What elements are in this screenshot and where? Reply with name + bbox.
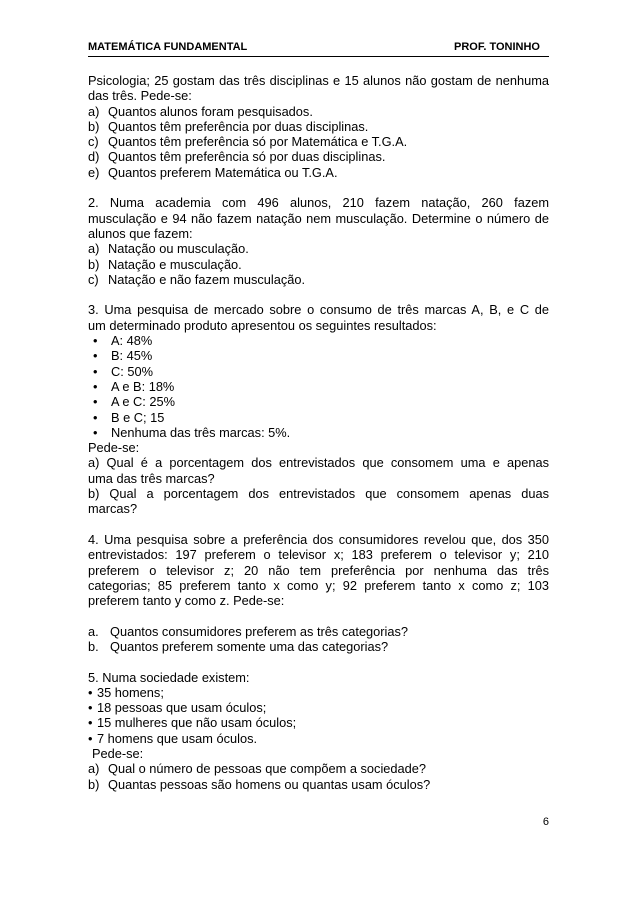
pede-se-label: Pede-se: <box>88 440 140 456</box>
list-item <box>88 165 549 180</box>
bullet-item <box>88 379 549 394</box>
bullet-item <box>88 715 549 730</box>
bullet-item <box>88 394 549 409</box>
page-header <box>88 39 549 57</box>
list-item-text: Natação ou musculação. <box>108 241 249 257</box>
list-item <box>88 134 549 149</box>
paragraph-line: 3. Uma pesquisa de mercado sobre o consumo de três marcas A, B, e C de <box>88 302 549 318</box>
list-item <box>88 257 549 272</box>
list-item-text: Quantos preferem somente uma das categorias? <box>110 638 389 654</box>
bullet-marker: • <box>93 394 98 410</box>
list-item-text: Quantos têm preferência só por duas disciplinas. <box>108 149 386 165</box>
bullet-text: A e C: 25% <box>111 394 176 410</box>
list-item-text: Quantas pessoas são homens ou quantas usam óculos? <box>108 776 431 792</box>
bullet-item <box>88 348 549 363</box>
bullet-text: 15 mulheres que não usam óculos; <box>97 715 297 731</box>
question-5 <box>88 670 549 792</box>
paragraph-line: alunos que fazem: <box>88 225 193 241</box>
bullet-marker: • <box>93 363 98 379</box>
paragraph-line: um determinado produto apresentou os seguintes resultados: <box>88 317 437 333</box>
results-list <box>88 333 549 440</box>
question-4 <box>88 532 549 654</box>
list-marker: b. <box>88 638 99 654</box>
list-marker: a) <box>88 761 100 777</box>
list-item <box>88 119 549 134</box>
bullet-item <box>88 731 549 746</box>
list-item <box>88 104 549 119</box>
paragraph-line: 2. Numa academia com 496 alunos, 210 fazem natação, 260 fazem <box>88 195 549 211</box>
paragraph-line: preferem o televisor z; 20 não tem preferência por nenhuma das três <box>88 562 549 578</box>
list-item <box>88 777 549 792</box>
list-item-text: Natação e musculação. <box>108 256 242 272</box>
list-item <box>88 639 549 654</box>
bullet-text: A e B: 18% <box>111 378 175 394</box>
list-item-text: Quantos consumidores preferem as três categorias? <box>110 623 409 639</box>
paragraph-line: preferem tanto y como z. Pede-se: <box>88 593 285 609</box>
list-item-text: Quantos alunos foram pesquisados. <box>108 103 313 119</box>
bullet-item <box>88 425 549 440</box>
list-marker: c) <box>88 134 99 150</box>
list-marker: a) <box>88 241 100 257</box>
bullet-marker: • <box>93 333 98 349</box>
paragraph-line: entrevistados: 197 preferem o televisor x; 183 preferem o televisor y; 210 <box>88 547 549 563</box>
pede-se-label: Pede-se: <box>92 746 144 762</box>
page-number: 6 <box>542 816 549 828</box>
bullet-marker: • <box>93 348 98 364</box>
paragraph-line: 5. Numa sociedade existem: <box>88 669 250 685</box>
list-marker: a) <box>88 103 100 119</box>
question-3 <box>88 302 549 516</box>
bullet-item <box>88 364 549 379</box>
list-item-text: Quantos preferem Matemática ou T.G.A. <box>108 164 338 180</box>
bullet-text: 7 homens que usam óculos. <box>97 730 258 746</box>
course-title: MATEMÁTICA FUNDAMENTAL <box>88 41 248 53</box>
bullet-marker: • <box>93 378 98 394</box>
list-item <box>88 241 549 256</box>
list-marker: c) <box>88 271 99 287</box>
question-line: b) Qual a porcentagem dos entrevistados que consomem apenas duas <box>88 486 549 502</box>
question-line: uma das três marcas? <box>88 470 215 486</box>
teacher-name: PROF. TONINHO <box>454 41 540 53</box>
list-marker: d) <box>88 149 100 165</box>
bullet-text: B e C; 15 <box>111 409 165 425</box>
bullet-item <box>88 410 549 425</box>
bullet-marker: • <box>88 730 93 746</box>
bullet-text: A: 48% <box>111 333 153 349</box>
bullet-text: Nenhuma das três marcas: 5%. <box>111 424 291 440</box>
sub-questions <box>88 624 549 655</box>
bullet-text: B: 45% <box>111 348 153 364</box>
list-item <box>88 149 549 164</box>
bullet-item <box>88 685 549 700</box>
question-2 <box>88 195 549 287</box>
list-marker: e) <box>88 164 100 180</box>
bullet-marker: • <box>93 409 98 425</box>
bullet-text: C: 50% <box>111 363 153 379</box>
bullet-text: 35 homens; <box>97 684 164 700</box>
question-line: marcas? <box>88 501 138 517</box>
page-body <box>88 73 549 792</box>
list-item <box>88 761 549 776</box>
bullet-marker: • <box>88 715 93 731</box>
paragraph-line: das três. Pede-se: <box>88 88 192 104</box>
bullet-marker: • <box>88 700 93 716</box>
paragraph-line: musculação e 94 não fazem natação nem musculação. Determine o número de <box>88 210 549 226</box>
bullet-item <box>88 700 549 715</box>
list-item-text: Natação e não fazem musculação. <box>108 271 306 287</box>
list-item <box>88 624 549 639</box>
question-line: a) Qual é a porcentagem dos entrevistados que consomem uma e apenas <box>88 455 549 471</box>
list-item <box>88 272 549 287</box>
list-marker: b) <box>88 776 100 792</box>
list-marker: a. <box>88 623 99 639</box>
bullet-item <box>88 333 549 348</box>
list-item-text: Quantos têm preferência só por Matemática e T.G.A. <box>108 134 408 150</box>
list-marker: b) <box>88 118 100 134</box>
paragraph-line: Psicologia; 25 gostam das três disciplinas e 15 alunos não gostam de nenhuma <box>88 73 549 88</box>
bullet-text: 18 pessoas que usam óculos; <box>97 700 267 716</box>
bullet-marker: • <box>88 684 93 700</box>
bullet-marker: • <box>93 424 98 440</box>
list-item-text: Quantos têm preferência por duas disciplinas. <box>108 118 369 134</box>
paragraph-line: 4. Uma pesquisa sobre a preferência dos consumidores revelou que, dos 350 <box>88 531 549 547</box>
question-1-continuation <box>88 73 549 180</box>
list-marker: b) <box>88 256 100 272</box>
paragraph-line: categorias; 85 preferem tanto x como y; 92 preferem tanto x como z; 103 <box>88 577 549 593</box>
list-item-text: Qual o número de pessoas que compõem a sociedade? <box>108 761 426 777</box>
